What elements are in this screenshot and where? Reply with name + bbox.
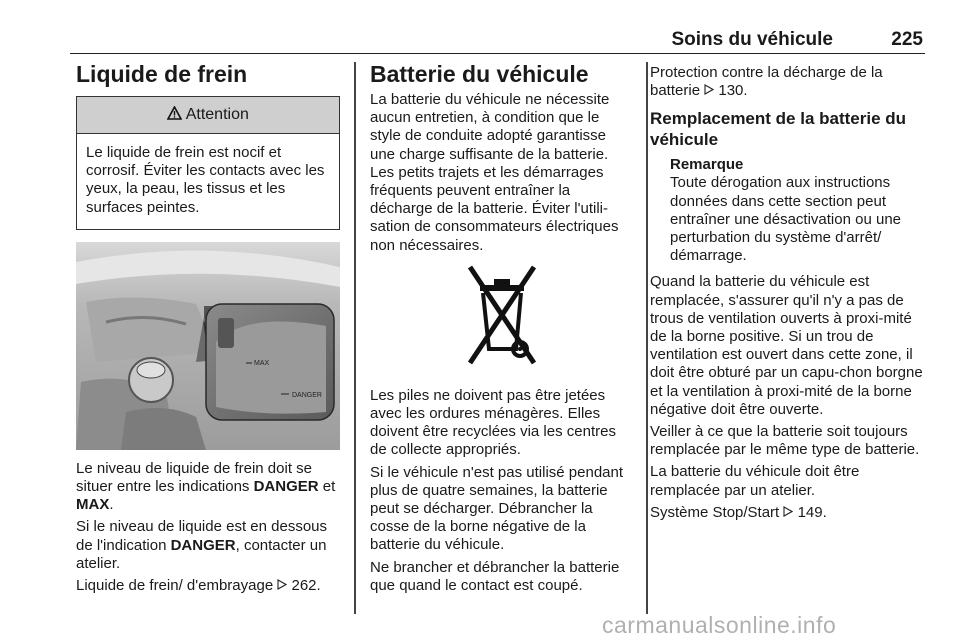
max-mark: MAX — [254, 359, 270, 367]
note-title: Remarque — [670, 156, 744, 174]
column-divider — [354, 62, 356, 614]
replacement-paragraph-2: Veiller à ce que la batterie soit toujours remplacée par le même type de batterie. — [650, 423, 920, 459]
reservoir-zoom-inset — [206, 304, 334, 420]
column-battery — [370, 60, 634, 599]
engine-bay-photo — [76, 242, 340, 450]
warning-title: Attention — [185, 106, 249, 123]
page-number: 225 — [891, 29, 923, 50]
replacement-paragraph-3: La batterie du véhicule doit être remplacée par un atelier. — [650, 463, 860, 499]
note-text: Toute dérogation aux instructions données dans cette section peut entraîner une désactivation ou une perturbation du système d'arrêt/ démarrage. — [670, 174, 901, 265]
page-reference[interactable]: 130. — [718, 82, 748, 100]
column-brake-fluid — [76, 60, 340, 599]
battery-paragraph-1: La batterie du véhicule ne nécessite aucun entretien, à condition que le style de conduite adopté garantisse une charge suffisante de la batterie. Les petits trajets et les démarrages fréquents peuvent entraîner la décharge de la batterie. Éviter l'utili-sation de consommateurs électriques non nécessaires. — [370, 91, 619, 254]
page-reference-arrow-icon — [783, 504, 793, 522]
section-title: Soins du véhicule — [671, 29, 833, 50]
reference-paragraph: Liquide de frein/ d'embrayage 262. — [76, 577, 321, 595]
page-header — [70, 27, 925, 54]
replacement-paragraph-1: Quand la batterie du véhicule est remplacée, s'assurer qu'il n'y a pas de trous de ventilation ouverts à proxi-mité de la borne positive. Si un trou de ventilation est ouvert dans cette zone, il doit être obturé par un capu-chon borgne et la ventilation à proxi-mité de la borne négative doit être ouverte. — [650, 273, 923, 418]
warning-header — [77, 97, 339, 134]
low-level-paragraph: Si le niveau de liquide est en dessous de l'indication DANGER, contacter un atelier. — [76, 518, 328, 572]
page-reference[interactable]: 149. — [797, 503, 827, 521]
page-reference-arrow-icon — [277, 577, 287, 595]
page-reference-arrow-icon — [704, 82, 714, 100]
battery-heading: Batterie du véhicule — [370, 61, 589, 87]
replacement-heading: Remplacement de la batterie du véhicule — [650, 109, 907, 150]
watermark: carmanualsonline.info — [602, 612, 837, 638]
battery-paragraph-4: Ne brancher et débrancher la batterie que quand le contact est coupé. — [370, 558, 620, 594]
protection-paragraph: Protection contre la décharge de la batterie 130. — [650, 64, 883, 100]
level-paragraph: Le niveau de liquide de frein doit se situer entre les indications DANGER et MAX. — [76, 459, 336, 514]
column-divider — [646, 62, 648, 614]
warning-triangle-icon — [167, 106, 186, 123]
stop-start-reference: Système Stop/Start 149. — [650, 503, 827, 521]
note-block — [670, 156, 930, 265]
brake-fluid-heading: Liquide de frein — [76, 61, 248, 87]
column-battery-replacement — [650, 60, 930, 526]
danger-mark: DANGER — [292, 391, 322, 399]
warning-text: Le liquide de frein est nocif et corrosif. Éviter les contacts avec les yeux, la peau, les tissus et les surfaces peintes. — [86, 144, 325, 216]
battery-paragraph-2: Les piles ne doivent pas être jetées avec les ordures ménagères. Elles doivent être recyclées via les centres de collecte appropriés. — [370, 386, 616, 459]
crossed-bin-icon — [370, 263, 634, 367]
page-reference[interactable]: 262. — [291, 577, 321, 595]
warning-box — [76, 96, 340, 230]
battery-paragraph-3: Si le véhicule n'est pas utilisé pendant plus de quatre semaines, la batterie peut se décharger. Débrancher la cosse de la borne négative de la batterie du véhicule. — [370, 463, 624, 554]
